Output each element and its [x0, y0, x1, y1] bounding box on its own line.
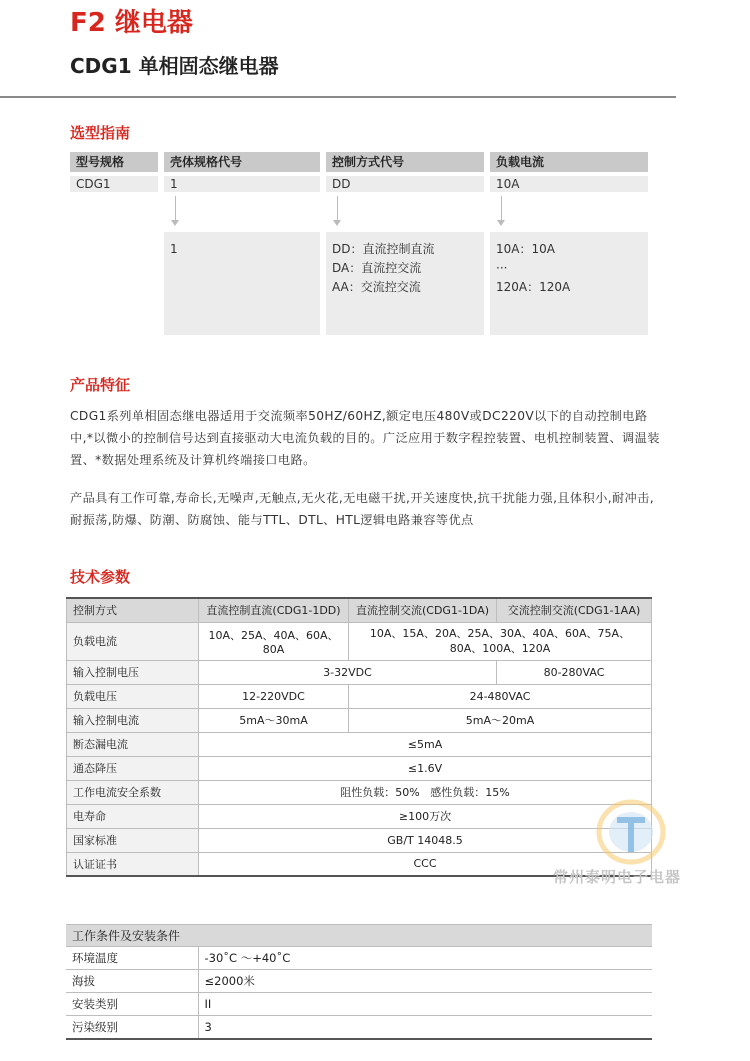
table-cell: 工作电流安全系数 — [67, 780, 199, 804]
selection-value: DD — [326, 176, 484, 192]
features-paragraph-2: 产品具有工作可靠,寿命长,无噪声,无触点,无火花,无电磁干扰,开关速度快,抗干扰能力强,且体积小,耐冲击,耐振荡,防爆、防潮、防腐蚀、能与TTL、DTL、HTL逻辑电路兼容等优点 — [70, 491, 655, 527]
table-cell: 环境温度 — [66, 947, 198, 970]
table-cell: 负载电流 — [67, 622, 199, 660]
option-item: DD：直流控制直流 — [332, 242, 435, 256]
option-item: ··· — [496, 261, 508, 275]
table-row — [67, 598, 652, 622]
table-row — [67, 684, 652, 708]
table-row — [67, 660, 652, 684]
table-row — [67, 756, 652, 780]
table-cell: 控制方式 — [67, 598, 199, 622]
table-cell: 输入控制电压 — [67, 660, 199, 684]
table-row — [67, 708, 652, 732]
table-cell: 阻性负载：50% 感性负载：15% — [199, 780, 652, 804]
cell-line: 10A、15A、20A、25A、30A、40A、60A、75A、 — [369, 627, 631, 640]
table-cell: CCC — [199, 852, 652, 876]
down-arrow-icon — [332, 192, 484, 232]
table-cell: 认证证书 — [67, 852, 199, 876]
table-cell: 工作条件及安装条件 — [66, 925, 652, 947]
option-item: DA：直流控交流 — [332, 261, 422, 275]
table-cell: ≤1.6V — [199, 756, 652, 780]
table-cell: 安装类别 — [66, 993, 198, 1016]
table-cell: 24-480VAC — [349, 684, 652, 708]
selection-col-model — [70, 152, 158, 192]
selection-options — [164, 232, 320, 335]
table-cell: 输入控制电流 — [67, 708, 199, 732]
table-cell: 电寿命 — [67, 804, 199, 828]
cell-line: 80A、100A、120A — [449, 642, 551, 655]
table-row — [66, 925, 652, 947]
table-cell: 10A、25A、40A、60A、80A — [199, 622, 349, 660]
selection-title: 选型指南 — [70, 124, 131, 142]
series-code: F2 — [70, 8, 106, 38]
table-cell: 5mA～30mA — [199, 708, 349, 732]
table-cell: 80-280VAC — [497, 660, 652, 684]
table-cell: 3-32VDC — [199, 660, 497, 684]
selection-header: 壳体规格代号 — [164, 152, 320, 172]
table-cell: GB/T 14048.5 — [199, 828, 652, 852]
option-item: 10A：10A — [496, 242, 555, 256]
tech-title: 技术参数 — [70, 568, 131, 586]
selection-value: 10A — [490, 176, 648, 192]
table-cell: ≥100万次 — [199, 804, 652, 828]
watermark-company-name: 常州泰明电子电器 — [553, 868, 682, 886]
selection-header: 负载电流 — [490, 152, 648, 172]
table-row — [66, 970, 652, 993]
table-row — [66, 993, 652, 1016]
table-cell: 通态降压 — [67, 756, 199, 780]
table-cell: 3 — [198, 1016, 652, 1039]
table-row — [66, 1016, 652, 1039]
selection-col-shell — [164, 152, 320, 335]
page-title — [70, 2, 193, 39]
selection-value: CDG1 — [70, 176, 158, 192]
table-cell: 海拔 — [66, 970, 198, 993]
down-arrow-icon — [496, 192, 648, 232]
selection-options — [490, 232, 648, 335]
conditions-table — [66, 924, 652, 1040]
selection-options — [326, 232, 484, 335]
table-cell: 负载电压 — [67, 684, 199, 708]
table-cell: 12-220VDC — [199, 684, 349, 708]
selection-header: 控制方式代号 — [326, 152, 484, 172]
table-cell: ≤5mA — [199, 732, 652, 756]
features-paragraph-1: CDG1系列单相固态继电器适用于交流频率50HZ/60HZ,额定电压480V或DC220V以下的自动控制电路中,*以微小的控制信号达到直接驱动大电流负载的目的。广泛应用于数字程控装置、电机控制装置、调温装置、*数据处理系统及计算机终端接口电路。 — [70, 409, 660, 467]
down-arrow-icon — [170, 192, 320, 232]
table-cell: 国家标准 — [67, 828, 199, 852]
selection-col-control — [326, 152, 484, 335]
option-item: AA：交流控交流 — [332, 280, 421, 294]
selection-col-current — [490, 152, 648, 335]
option-item: 120A：120A — [496, 280, 571, 294]
product-subtitle: CDG1 单相固态继电器 — [70, 54, 279, 78]
table-row — [67, 622, 652, 660]
table-cell: 直流控制直流(CDG1-1DD) — [199, 598, 349, 622]
table-row — [66, 947, 652, 970]
option-item: 1 — [170, 242, 178, 256]
table-cell: ≤2000米 — [198, 970, 652, 993]
table-cell: 直流控制交流(CDG1-1DA) — [349, 598, 497, 622]
table-cell: 断态漏电流 — [67, 732, 199, 756]
features-title: 产品特征 — [70, 376, 131, 394]
table-cell: 污染级别 — [66, 1016, 198, 1039]
table-row — [67, 732, 652, 756]
table-cell: -30˚C ～+40˚C — [198, 947, 652, 970]
divider — [0, 96, 676, 98]
table-cell — [349, 622, 652, 660]
table-cell: II — [198, 993, 652, 1016]
series-name: 继电器 — [114, 8, 193, 38]
selection-header: 型号规格 — [70, 152, 158, 172]
table-cell: 交流控制交流(CDG1-1AA) — [497, 598, 652, 622]
selection-value: 1 — [164, 176, 320, 192]
table-cell: 5mA～20mA — [349, 708, 652, 732]
